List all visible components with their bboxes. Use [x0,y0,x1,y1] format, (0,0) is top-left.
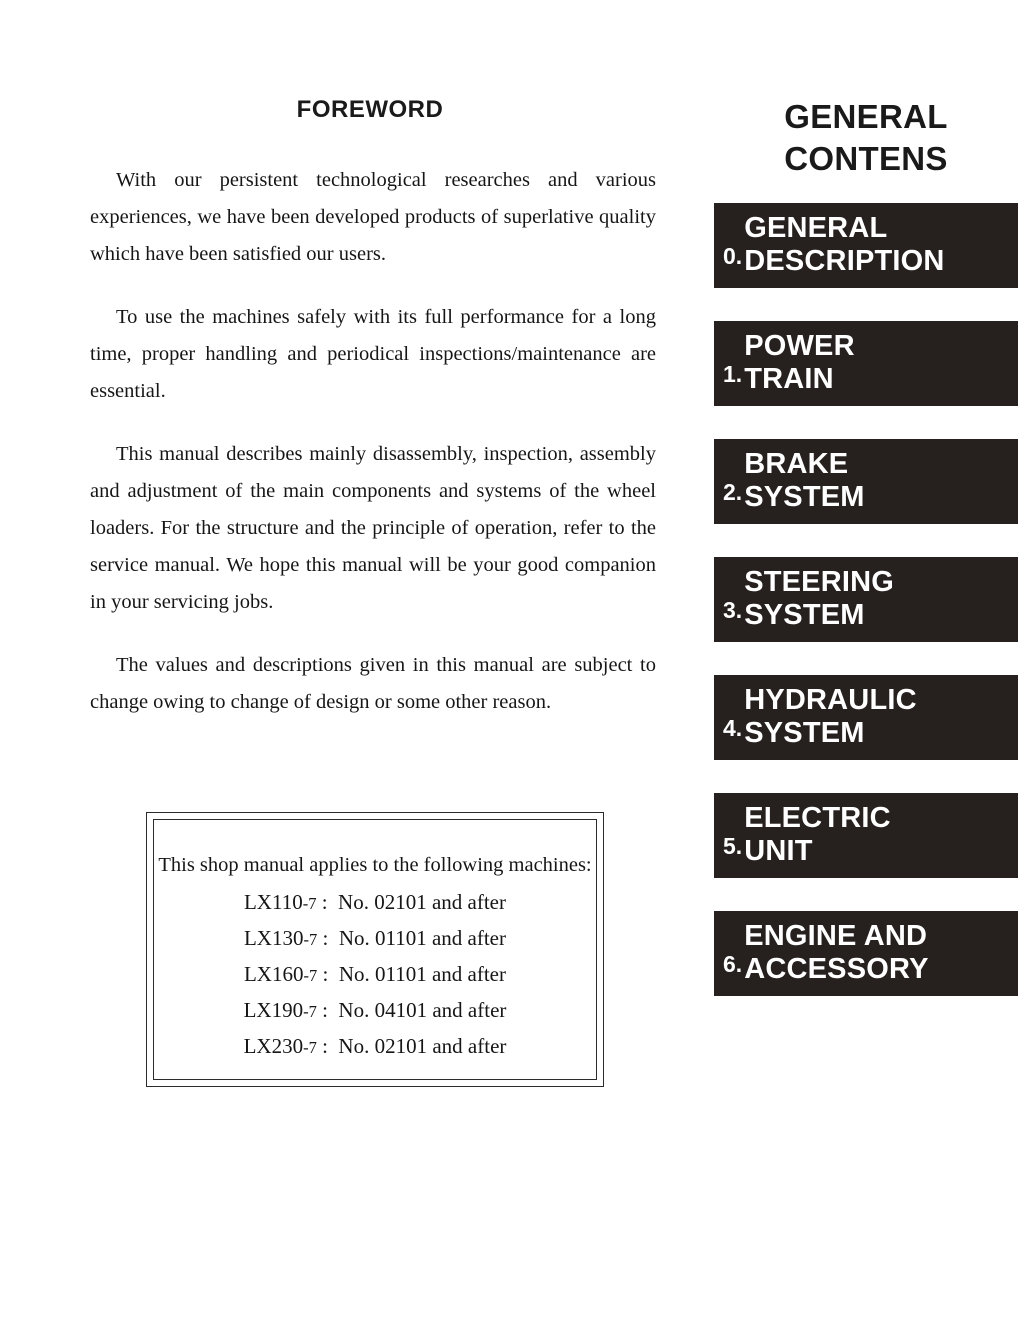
contents-tab-label-line1: ENGINE AND [744,919,928,952]
machine-model: LX190 [243,998,304,1022]
machine-row [147,1029,603,1065]
contents-tab-number: 4. [723,715,743,741]
machine-serial-range: : No. 04101 and after [316,998,507,1022]
contents-tab-label-line2: ACCESSORY [744,952,929,985]
machine-row [147,993,603,1029]
foreword-paragraph-3: This manual describes mainly disassembly, inspection, assembly and adjustment of the main components and systems of the wheel loaders. For the structure and the principle of operation, refer to the service manual. We hope this manual will be your good companion in your servicing jobs. [90,443,656,613]
general-contents-title [714,96,1018,180]
foreword-section [90,96,656,721]
contents-tab-label-line2: DESCRIPTION [744,244,945,277]
machine-series-suffix: -7 [302,894,317,913]
contents-tab-number: 5. [723,833,743,859]
machine-list [147,885,603,1065]
machine-serial-range: : No. 02101 and after [316,1034,507,1058]
machine-serial-range: : No. 01101 and after [317,926,506,950]
machine-series-suffix: -7 [303,966,318,985]
contents-tab-label [742,330,1018,398]
general-contents-tab-list [714,203,1018,996]
applicable-machines-intro: This shop manual applies to the following machines: [158,854,592,876]
machine-model: LX160 [243,962,304,986]
machine-model: LX130 [243,926,304,950]
general-contents-title-line2: CONTENS [784,140,948,177]
machine-model: LX230 [243,1034,304,1058]
general-contents-title-line1: GENERAL [784,98,948,135]
contents-tab-label-line1: GENERAL [744,211,888,244]
contents-tab-0[interactable] [714,203,1018,288]
contents-tab-label [742,448,1018,516]
contents-tab-label-line2: UNIT [744,834,813,867]
machine-row [147,921,603,957]
contents-tab-label-line1: STEERING [744,565,895,598]
contents-tab-1[interactable] [714,321,1018,406]
contents-tab-number: 1. [723,361,743,387]
contents-tab-6[interactable] [714,911,1018,996]
contents-tab-2[interactable] [714,439,1018,524]
foreword-paragraph-1: With our persistent technological researches and various experiences, we have been developed products of superlative quality which have been satisfied our users. [90,169,656,265]
contents-tab-label-line2: TRAIN [744,362,834,395]
foreword-heading: FOREWORD [296,96,444,123]
applicable-machines-box [146,812,604,1087]
contents-tab-label-line1: HYDRAULIC [744,683,917,716]
contents-tab-number: 6. [723,951,743,977]
contents-tab-label [742,566,1018,634]
contents-tab-number: 2. [723,479,743,505]
contents-tab-label-line1: ELECTRIC [744,801,891,834]
machine-series-suffix: -7 [303,1002,317,1021]
machine-row [147,957,603,993]
machine-serial-range: : No. 02101 and after [316,890,506,914]
contents-tab-3[interactable] [714,557,1018,642]
foreword-paragraph-4: The values and descriptions given in this manual are subject to change owing to change of design or some other reason. [90,654,656,713]
contents-tab-4[interactable] [714,675,1018,760]
contents-tab-label-line2: SYSTEM [744,598,865,631]
machine-model: LX110 [243,890,303,914]
contents-tab-label-line2: SYSTEM [744,716,865,749]
contents-tab-label-line2: SYSTEM [744,480,865,513]
machine-series-suffix: -7 [303,930,318,949]
contents-tab-label [742,802,1018,870]
machine-row [147,885,603,921]
contents-tab-number: 3. [723,597,743,623]
foreword-paragraph-2: To use the machines safely with its full performance for a long time, proper handling and periodical inspections/maintenance are essential. [90,306,656,402]
contents-tab-label-line1: BRAKE [744,447,849,480]
contents-tab-label-line1: POWER [744,329,855,362]
contents-tab-5[interactable] [714,793,1018,878]
contents-tab-label [742,684,1018,752]
contents-tab-label [742,212,1018,280]
contents-tab-label [742,920,1018,988]
machine-serial-range: : No. 01101 and after [317,962,506,986]
applicable-machines-content [147,847,603,1065]
contents-tab-number: 0. [723,243,743,269]
machine-series-suffix: -7 [303,1038,317,1057]
